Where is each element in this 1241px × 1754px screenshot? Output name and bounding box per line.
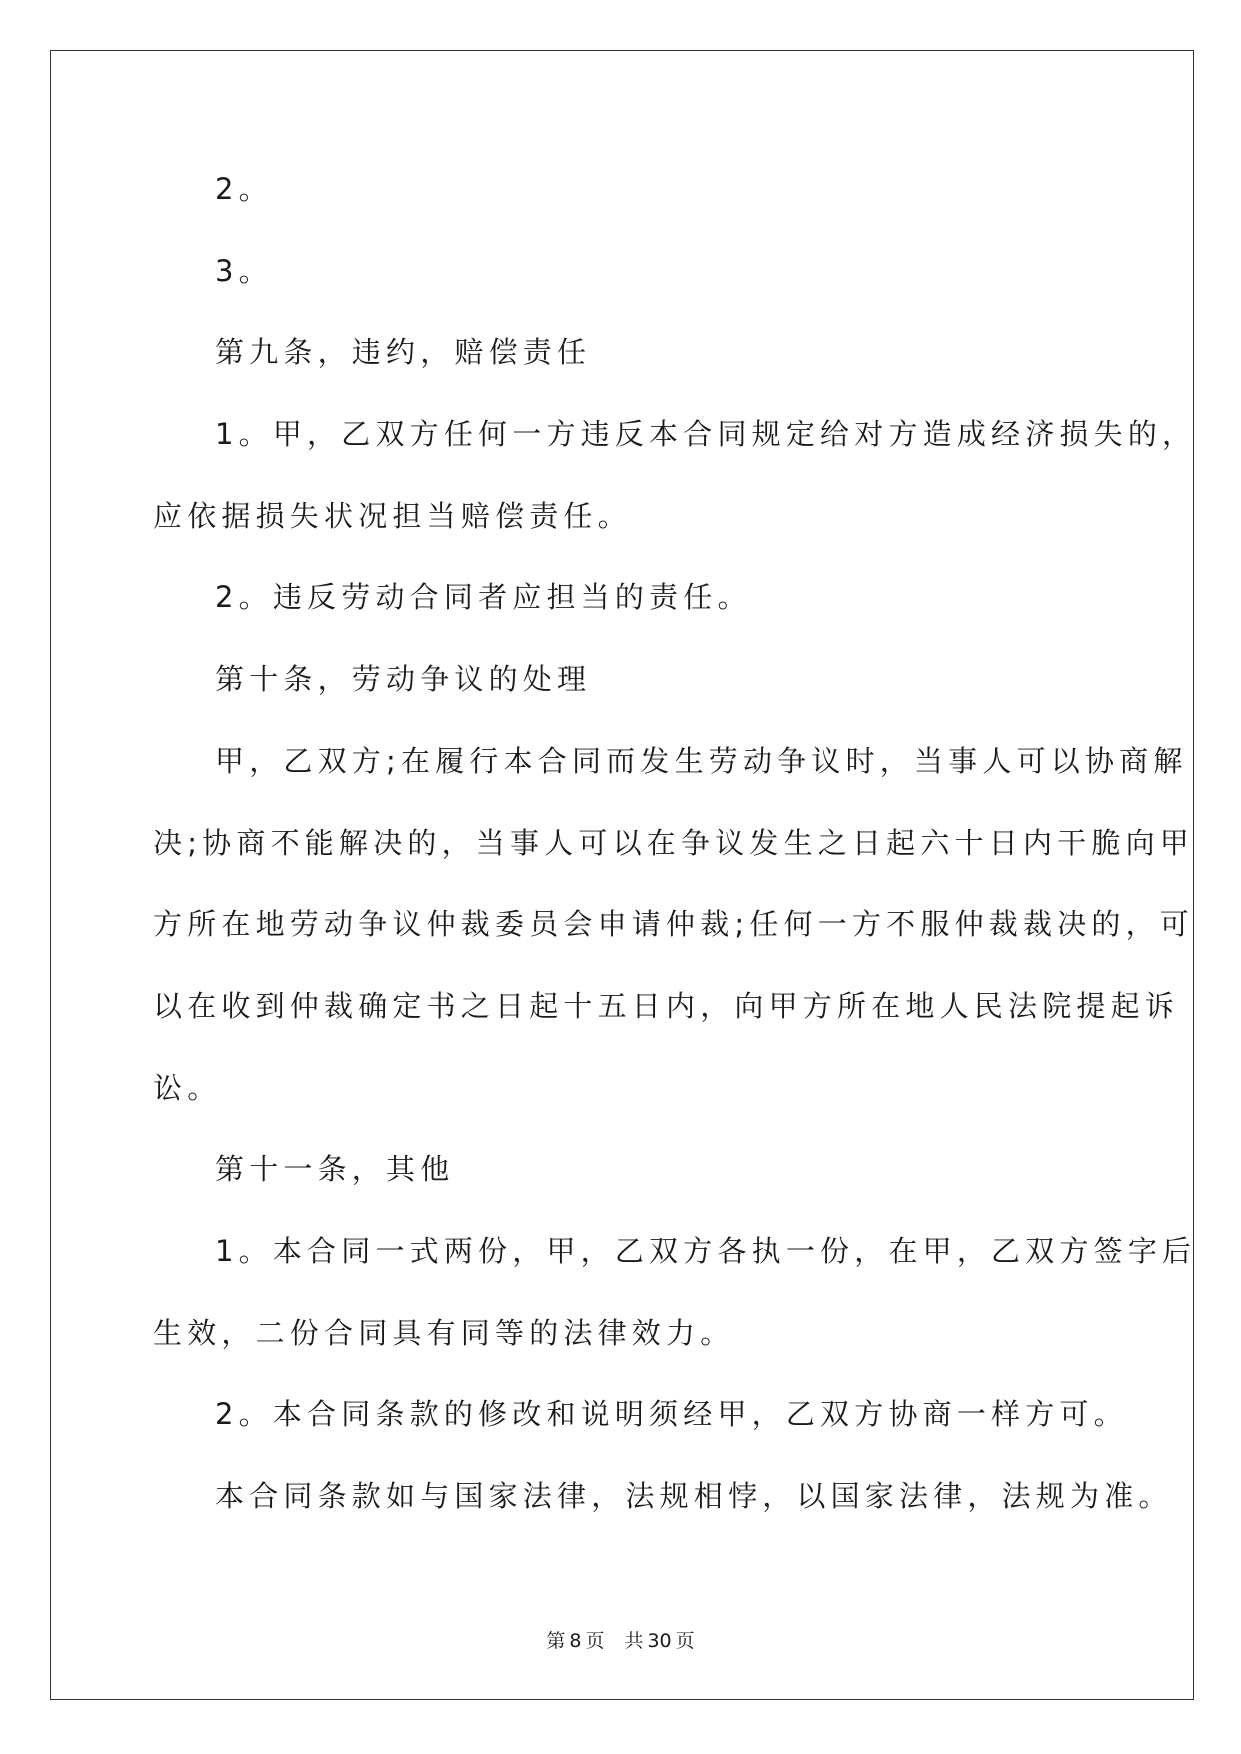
page-number: 8: [569, 1630, 582, 1652]
page-suffix: 页: [585, 1630, 605, 1652]
paragraph-line: 本合同条款如与国家法律，法规相悖，以国家法律，法规为准。: [215, 1479, 1173, 1513]
total-suffix: 页: [675, 1630, 695, 1652]
paragraph-line: 1。甲，乙双方任何一方违反本合同规定给对方造成经济损失的，: [215, 417, 1197, 452]
paragraph-line: 2。: [215, 172, 273, 206]
paragraph-line: 1。本合同一式两份，甲，乙双方各执一份，在甲，乙双方签字后: [215, 1233, 1197, 1268]
paragraph-line: 应依据损失状况担当赔偿责任。: [153, 498, 632, 533]
page-footer: [0, 1626, 1241, 1653]
section-heading: 第十一条，其他: [215, 1152, 455, 1187]
paragraph-line: 方所在地劳动争议仲裁委员会申请仲裁;任何一方不服仲裁裁决的，可: [153, 907, 1194, 942]
paragraph-line: 2。本合同条款的修改和说明须经甲，乙双方协商一样方可。: [215, 1397, 1128, 1432]
section-heading: 第九条，违约，赔偿责任: [215, 335, 592, 370]
paragraph-line: 2。违反劳动合同者应担当的责任。: [215, 580, 752, 615]
paragraph-line: 讼。: [153, 1070, 222, 1105]
total-pages: 30: [647, 1630, 672, 1652]
paragraph-line: 决;协商不能解决的，当事人可以在争议发生之日起六十日内干脆向甲: [153, 825, 1194, 860]
paragraph-line: 甲，乙双方;在履行本合同而发生劳动争议时，当事人可以协商解: [215, 743, 1188, 778]
section-heading: 第十条，劳动争议的处理: [215, 662, 592, 697]
paragraph-line: 3。: [215, 253, 273, 288]
paragraph-line: 以在收到仲裁确定书之日起十五日内，向甲方所在地人民法院提起诉: [153, 988, 1180, 1023]
paragraph-line: 生效，二份合同具有同等的法律效力。: [153, 1315, 735, 1350]
page-prefix: 第: [546, 1630, 566, 1652]
total-prefix: 共: [624, 1630, 644, 1652]
document-body: [153, 164, 1197, 1553]
